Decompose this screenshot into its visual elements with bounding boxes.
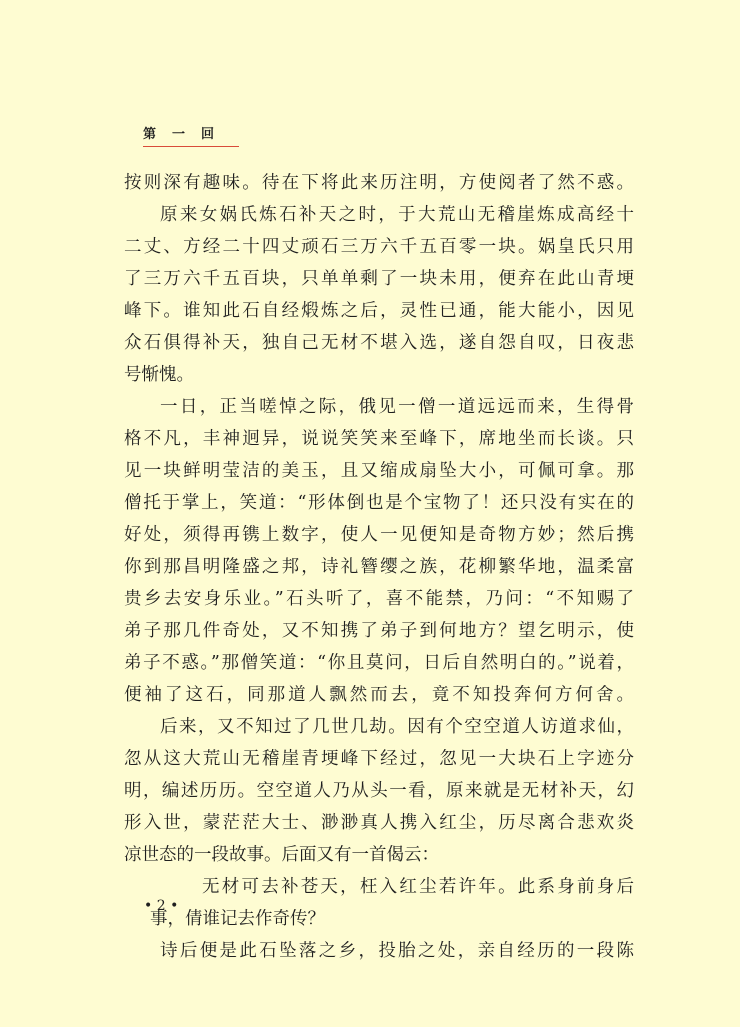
text-line: 诗后便是此石坠落之乡，投胎之处，亲自经历的一段陈 [160,941,634,961]
text-line: 众石俱得补天，独自己无材不堪入选，遂自怨自叹，日夜悲 [124,333,634,353]
text-line: 一日，正当嗟悼之际，俄见一僧一道远远而来，生得骨 [160,397,634,417]
text-line: 僧托于掌上，笑道：“形体倒也是个宝物了！还只没有实在的 [124,493,634,513]
poem-line: 事，倩谁记去作奇传？ [150,909,325,929]
text-line: 号惭愧。 [124,365,194,385]
text-line: 便袖了这石，同那道人飘然而去，竟不知投奔何方何舍。 [124,685,634,705]
text-line: 二丈、方经二十四丈顽石三万六千五百零一块。娲皇氏只用 [124,237,634,257]
chapter-header [143,127,239,147]
text-line: 按则深有趣味。待在下将此来历注明，方使阅者了然不惑。 [124,173,634,193]
text-line: 凉世态的一段故事。后面又有一首偈云： [124,845,439,865]
text-line: 后来，又不知过了几世几劫。因有个空空道人访道求仙， [160,717,634,737]
text-line: 形入世，蒙茫茫大士、渺渺真人携入红尘，历尽离合悲欢炎 [124,813,634,833]
text-line: 原来女娲氏炼石补天之时，于大荒山无稽崖炼成高经十 [160,205,634,225]
text-line: 贵乡去安身乐业。”石头听了，喜不能禁，乃问：“不知赐了 [124,589,634,609]
text-line: 好处，须得再镌上数字，使人一见便知是奇物方妙；然后携 [124,525,634,545]
text-line: 峰下。谁知此石自经煅炼之后，灵性已通，能大能小，因见 [124,301,634,321]
text-line: 明，编述历历。空空道人乃从头一看，原来就是无材补天，幻 [124,781,634,801]
poem-line: 无材可去补苍天，枉入红尘若许年。此系身前身后 [202,877,634,897]
text-line: 忽从这大荒山无稽崖青埂峰下经过，忽见一大块石上字迹分 [124,749,634,769]
text-line: 弟子不惑。”那僧笑道：“你且莫问，日后自然明白的。”说着， [124,653,634,673]
text-line: 见一块鲜明莹洁的美玉，且又缩成扇坠大小，可佩可拿。那 [124,461,634,481]
text-line: 你到那昌明隆盛之邦，诗礼簪缨之族，花柳繁华地，温柔富 [124,557,634,577]
text-line: 了三万六千五百块，只单单剩了一块未用，便弃在此山青埂 [124,269,634,289]
text-line: 弟子那几件奇处，又不知携了弟子到何地方？望乞明示，使 [124,621,634,641]
text-line: 格不凡，丰神迥异，说说笑笑来至峰下，席地坐而长谈。只 [124,429,634,449]
header-underline [143,146,239,147]
chapter-title: 第一回 [143,127,231,142]
body-text [124,167,634,967]
page-number: • 2 • [144,898,179,914]
